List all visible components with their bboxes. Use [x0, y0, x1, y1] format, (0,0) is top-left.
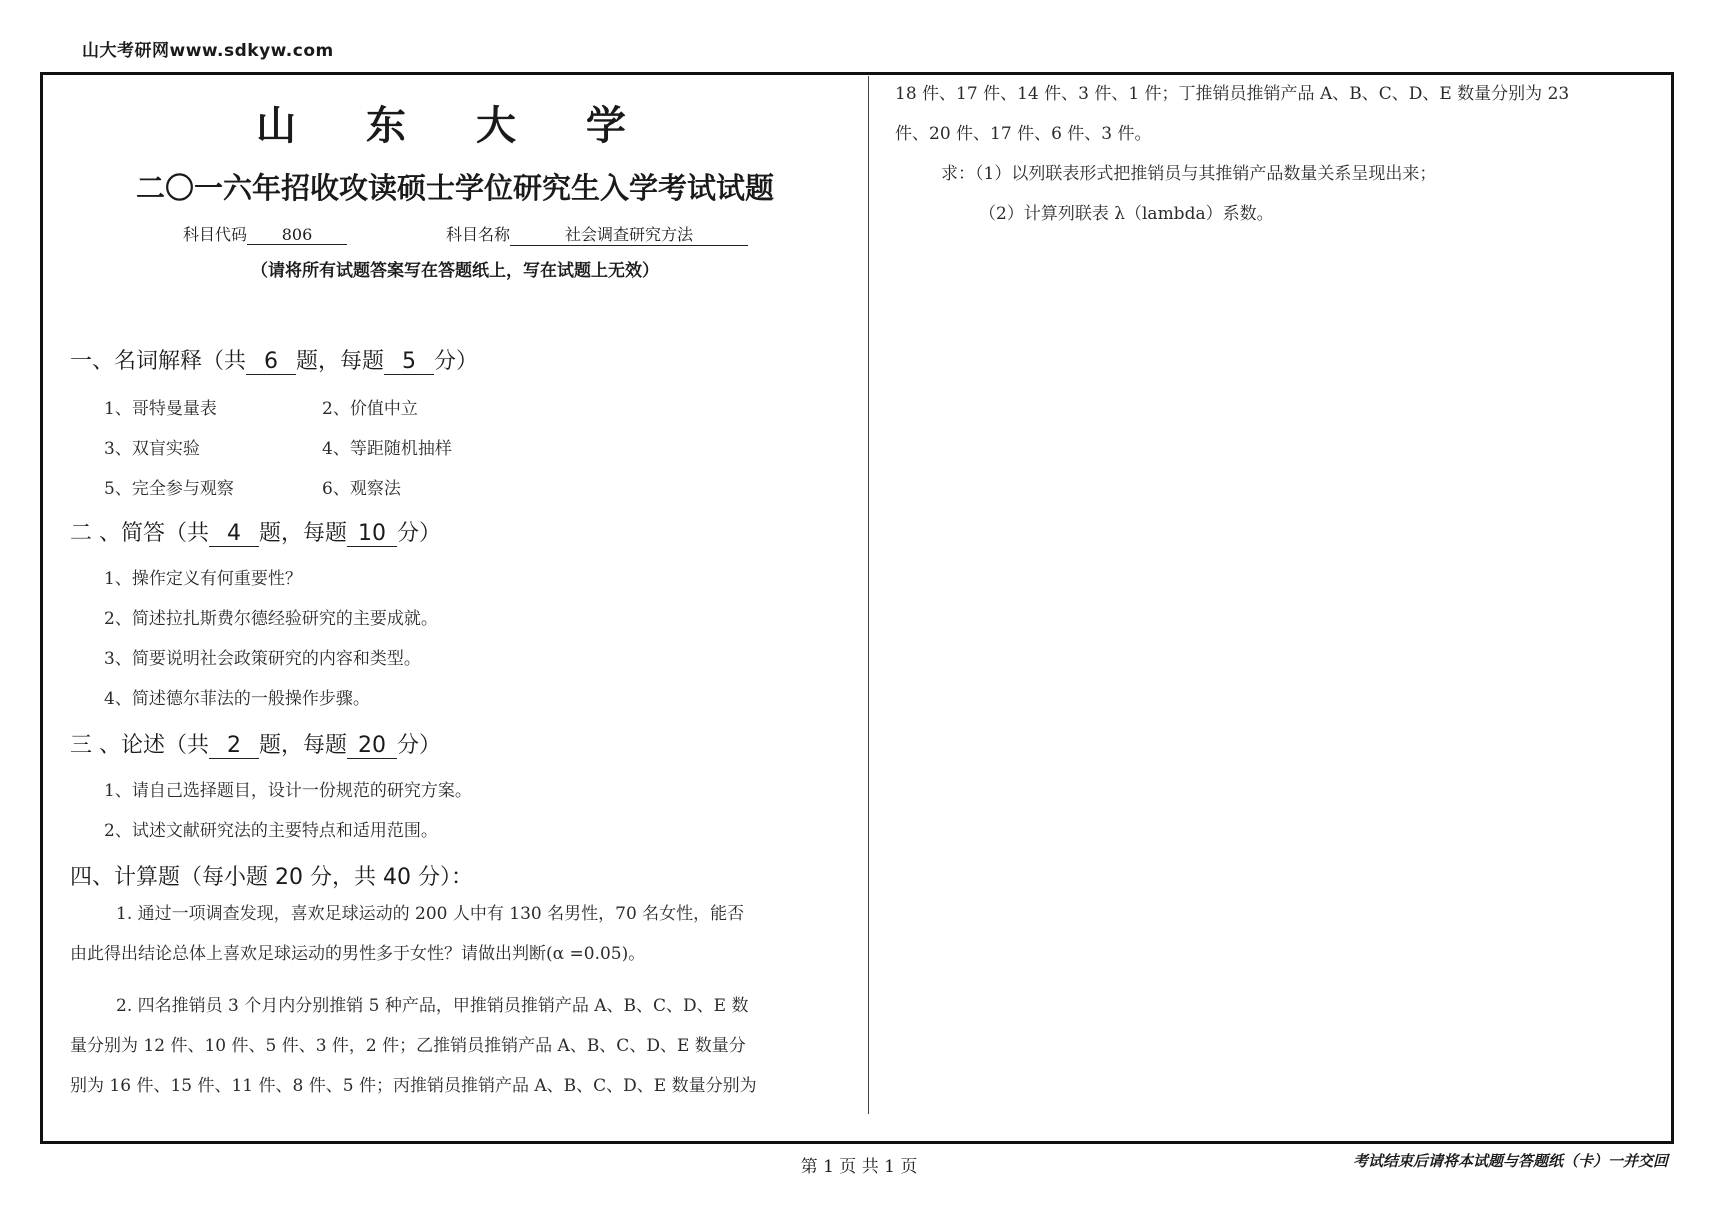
essay-item: 1、请自己选择题目，设计一份规范的研究方案。	[104, 781, 472, 801]
section-2-suffix: 分）	[397, 521, 442, 546]
short-answer-item: 4、简述德尔菲法的一般操作步骤。	[104, 689, 370, 709]
section-1-mid: 题，每题	[296, 349, 385, 374]
calc-q2-cont-line2: 件、20 件、17 件、6 件、3 件。	[895, 124, 1152, 144]
section-2-mid: 题，每题	[259, 521, 348, 546]
term-item: 2、价值中立	[322, 399, 418, 419]
subject-code-row	[183, 222, 347, 245]
short-answer-item: 1、操作定义有何重要性？	[104, 569, 302, 589]
section-1-points: 5	[384, 349, 434, 375]
page-number: 第 1 页 共 1 页	[800, 1157, 918, 1177]
calc-q2-line2: 量分别为 12 件、10 件、5 件、3 件，2 件；乙推销员推销产品 A、B、C、D、E 数量分	[70, 1036, 746, 1056]
subject-code-label: 科目代码	[183, 225, 248, 244]
university-title: 山 东 大 学	[256, 103, 654, 149]
subject-name-label: 科目名称	[446, 225, 511, 244]
answer-notice: （请将所有试题答案写在答题纸上，写在试题上无效）	[251, 261, 659, 281]
section-3-prefix: 三 、论述（共	[70, 733, 209, 758]
term-item: 4、等距随机抽样	[322, 439, 452, 459]
term-item: 5、完全参与观察	[104, 479, 234, 499]
calc-q2-cont-line1: 18 件、17 件、14 件、3 件、1 件；丁推销员推销产品 A、B、C、D、E 数量分别为 23	[895, 84, 1570, 104]
calc-q1-line1: 1. 通过一项调查发现，喜欢足球运动的 200 人中有 130 名男性，70 名女性，能否	[116, 904, 745, 924]
subject-name-row	[446, 222, 748, 246]
subject-name-value: 社会调查研究方法	[510, 222, 748, 246]
section-1-heading	[70, 344, 478, 375]
section-3-suffix: 分）	[397, 733, 442, 758]
calc-q1-line2: 由此得出结论总体上喜欢足球运动的男性多于女性？请做出判断(α =0.05)。	[70, 944, 646, 964]
calc-q2-requirement-1: 求：（1）以列联表形式把推销员与其推销产品数量关系呈现出来；	[941, 164, 1437, 184]
short-answer-item: 3、简要说明社会政策研究的内容和类型。	[104, 649, 421, 669]
exam-title: 二〇一六年招收攻读硕士学位研究生入学考试试题	[135, 171, 774, 205]
section-2-heading	[70, 516, 441, 547]
section-2-count: 4	[209, 521, 259, 547]
column-divider	[868, 76, 869, 1114]
section-3-heading	[70, 728, 441, 759]
section-1-prefix: 一、名词解释（共	[70, 349, 247, 374]
calc-q2-line3: 别为 16 件、15 件、11 件、8 件、5 件；丙推销员推销产品 A、B、C、D、E 数量分别为	[70, 1076, 757, 1096]
watermark-text: 山大考研网www.sdkyw.com	[82, 41, 334, 61]
term-item: 1、哥特曼量表	[104, 399, 217, 419]
section-1-count: 6	[246, 349, 296, 375]
section-3-count: 2	[209, 733, 259, 759]
section-3-points: 20	[347, 733, 397, 759]
calc-q2-requirement-2: （2）计算列联表 λ（lambda）系数。	[979, 204, 1274, 224]
section-4-heading: 四、计算题（每小题 20 分，共 40 分）：	[70, 865, 473, 890]
calc-q2-line1: 2. 四名推销员 3 个月内分别推销 5 种产品，甲推销员推销产品 A、B、C、D、E 数	[116, 996, 749, 1016]
footer-note: 考试结束后请将本试题与答题纸（卡）一并交回	[1352, 1152, 1668, 1170]
term-item: 6、观察法	[322, 479, 401, 499]
section-2-points: 10	[347, 521, 397, 547]
section-1-suffix: 分）	[434, 349, 479, 374]
short-answer-item: 2、简述拉扎斯费尔德经验研究的主要成就。	[104, 609, 438, 629]
subject-code-value: 806	[247, 225, 347, 245]
section-3-mid: 题，每题	[259, 733, 348, 758]
section-2-prefix: 二 、简答（共	[70, 521, 209, 546]
term-item: 3、双盲实验	[104, 439, 200, 459]
essay-item: 2、试述文献研究法的主要特点和适用范围。	[104, 821, 438, 841]
